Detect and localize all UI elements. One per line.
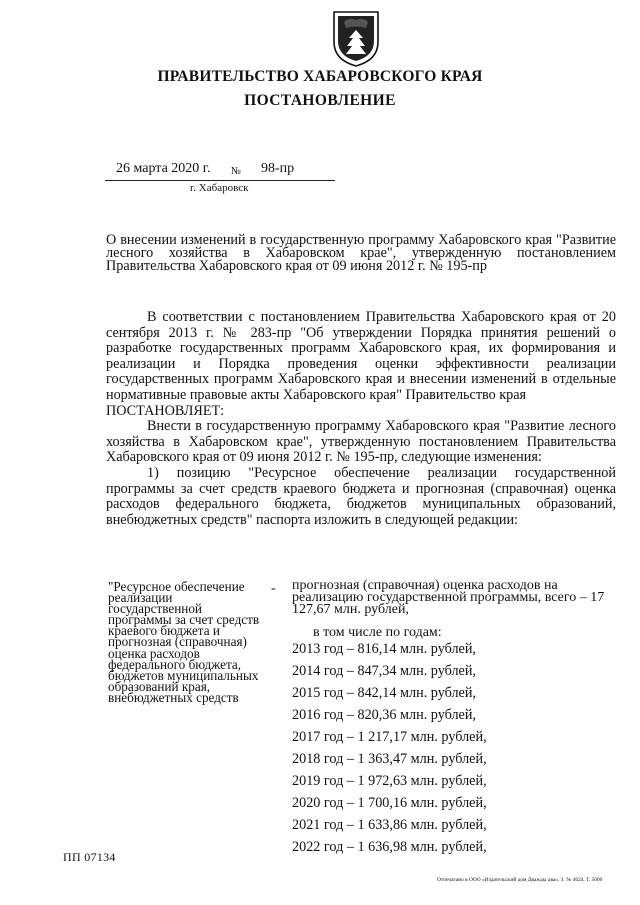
by-years-label: в том числе по годам:: [313, 625, 442, 640]
document-body: [106, 310, 616, 528]
number-sign: №: [231, 166, 242, 177]
document-number: 98-пр: [261, 161, 295, 176]
printer-imprint: Отпечатано в ООО «Издательский дом Дважды два». З. № 4624. Т. 5000: [437, 877, 603, 883]
document-subject: О внесении изменений в государственную программу Хабаровского края "Развитие лесного хозяйства в Хабаровском крае", утвержденную постановлением Правительства Хабаровского края от 09 июня 2012 г. № 195-пр: [106, 232, 616, 275]
year-row: 2014 год – 847,34 млн. рублей,: [292, 663, 476, 679]
coat-of-arms-emblem: [331, 8, 381, 68]
resolves-heading: ПОСТАНОВЛЯЕТ:: [106, 402, 225, 419]
year-row: 2016 год – 820,36 млн. рублей,: [292, 707, 476, 723]
document-date: 26 марта 2020 г.: [116, 161, 211, 176]
year-row: 2015 год – 842,14 млн. рублей,: [292, 685, 476, 701]
year-row: 2019 год – 1 972,63 млн. рублей,: [292, 773, 487, 789]
passport-dash: -: [271, 581, 276, 596]
paragraph-item-1: 1) позицию "Ресурсное обеспечение реализации государственной программы за счет средств краевого бюджета и прогнозная (справочная) оценка расходов федерального бюджета, бюджетов муниципальных образований, внебюджетных средств" паспорта изложить в следующей редакции:: [106, 464, 616, 528]
coat-of-arms-icon: [331, 8, 381, 68]
city-name: г. Хабаровск: [190, 182, 249, 194]
year-row: 2018 год – 1 363,47 млн. рублей,: [292, 751, 487, 767]
paragraph-amendment: Внести в государственную программу Хабаровского края "Развитие лесного хозяйства в Хабаровском крае", утвержденную постановлением Правительства Хабаровского края от 09 июня 2012 г. № 195-пр, следующие изменения:: [106, 418, 616, 466]
year-row: 2020 год – 1 700,16 млн. рублей,: [292, 795, 487, 811]
passport-total-estimate: прогнозная (справочная) оценка расходов на реализацию государственной программы, всего – 17 127,67 млн. рублей,: [292, 578, 605, 617]
government-title: ПРАВИТЕЛЬСТВО ХАБАРОВСКОГО КРАЯ: [157, 68, 483, 85]
passport-position-label: "Ресурсное обеспечение реализации государственной программы за счет средств краевого бюджета и прогнозная (справочная) оценка расходов федерального бюджета, бюджетов муниципальных образований края, внебюджетных средств: [108, 579, 260, 705]
paragraph-basis: В соответствии с постановлением Правительства Хабаровского края от 20 сентября 2013 г. № 283-пр "Об утверждении Порядка принятия решений о разработке государственных программ Хабаровского края, их формирования и реализации и Порядка проведения оценки эффективности реализации государственных программ Хабаровского края и внесении изменений в отдельные нормативные правовые акты Хабаровского края" Правительство края: [106, 309, 616, 403]
year-row: 2022 год – 1 636,98 млн. рублей,: [292, 839, 487, 855]
date-underline: [105, 180, 335, 181]
year-row: 2021 год – 1 633,86 млн. рублей,: [292, 817, 487, 833]
year-row: 2013 год – 816,14 млн. рублей,: [292, 641, 476, 657]
document-type-title: ПОСТАНОВЛЕНИЕ: [244, 92, 396, 109]
year-row: 2017 год – 1 217,17 млн. рублей,: [292, 729, 487, 745]
document-code: ПП 07134: [63, 850, 116, 864]
